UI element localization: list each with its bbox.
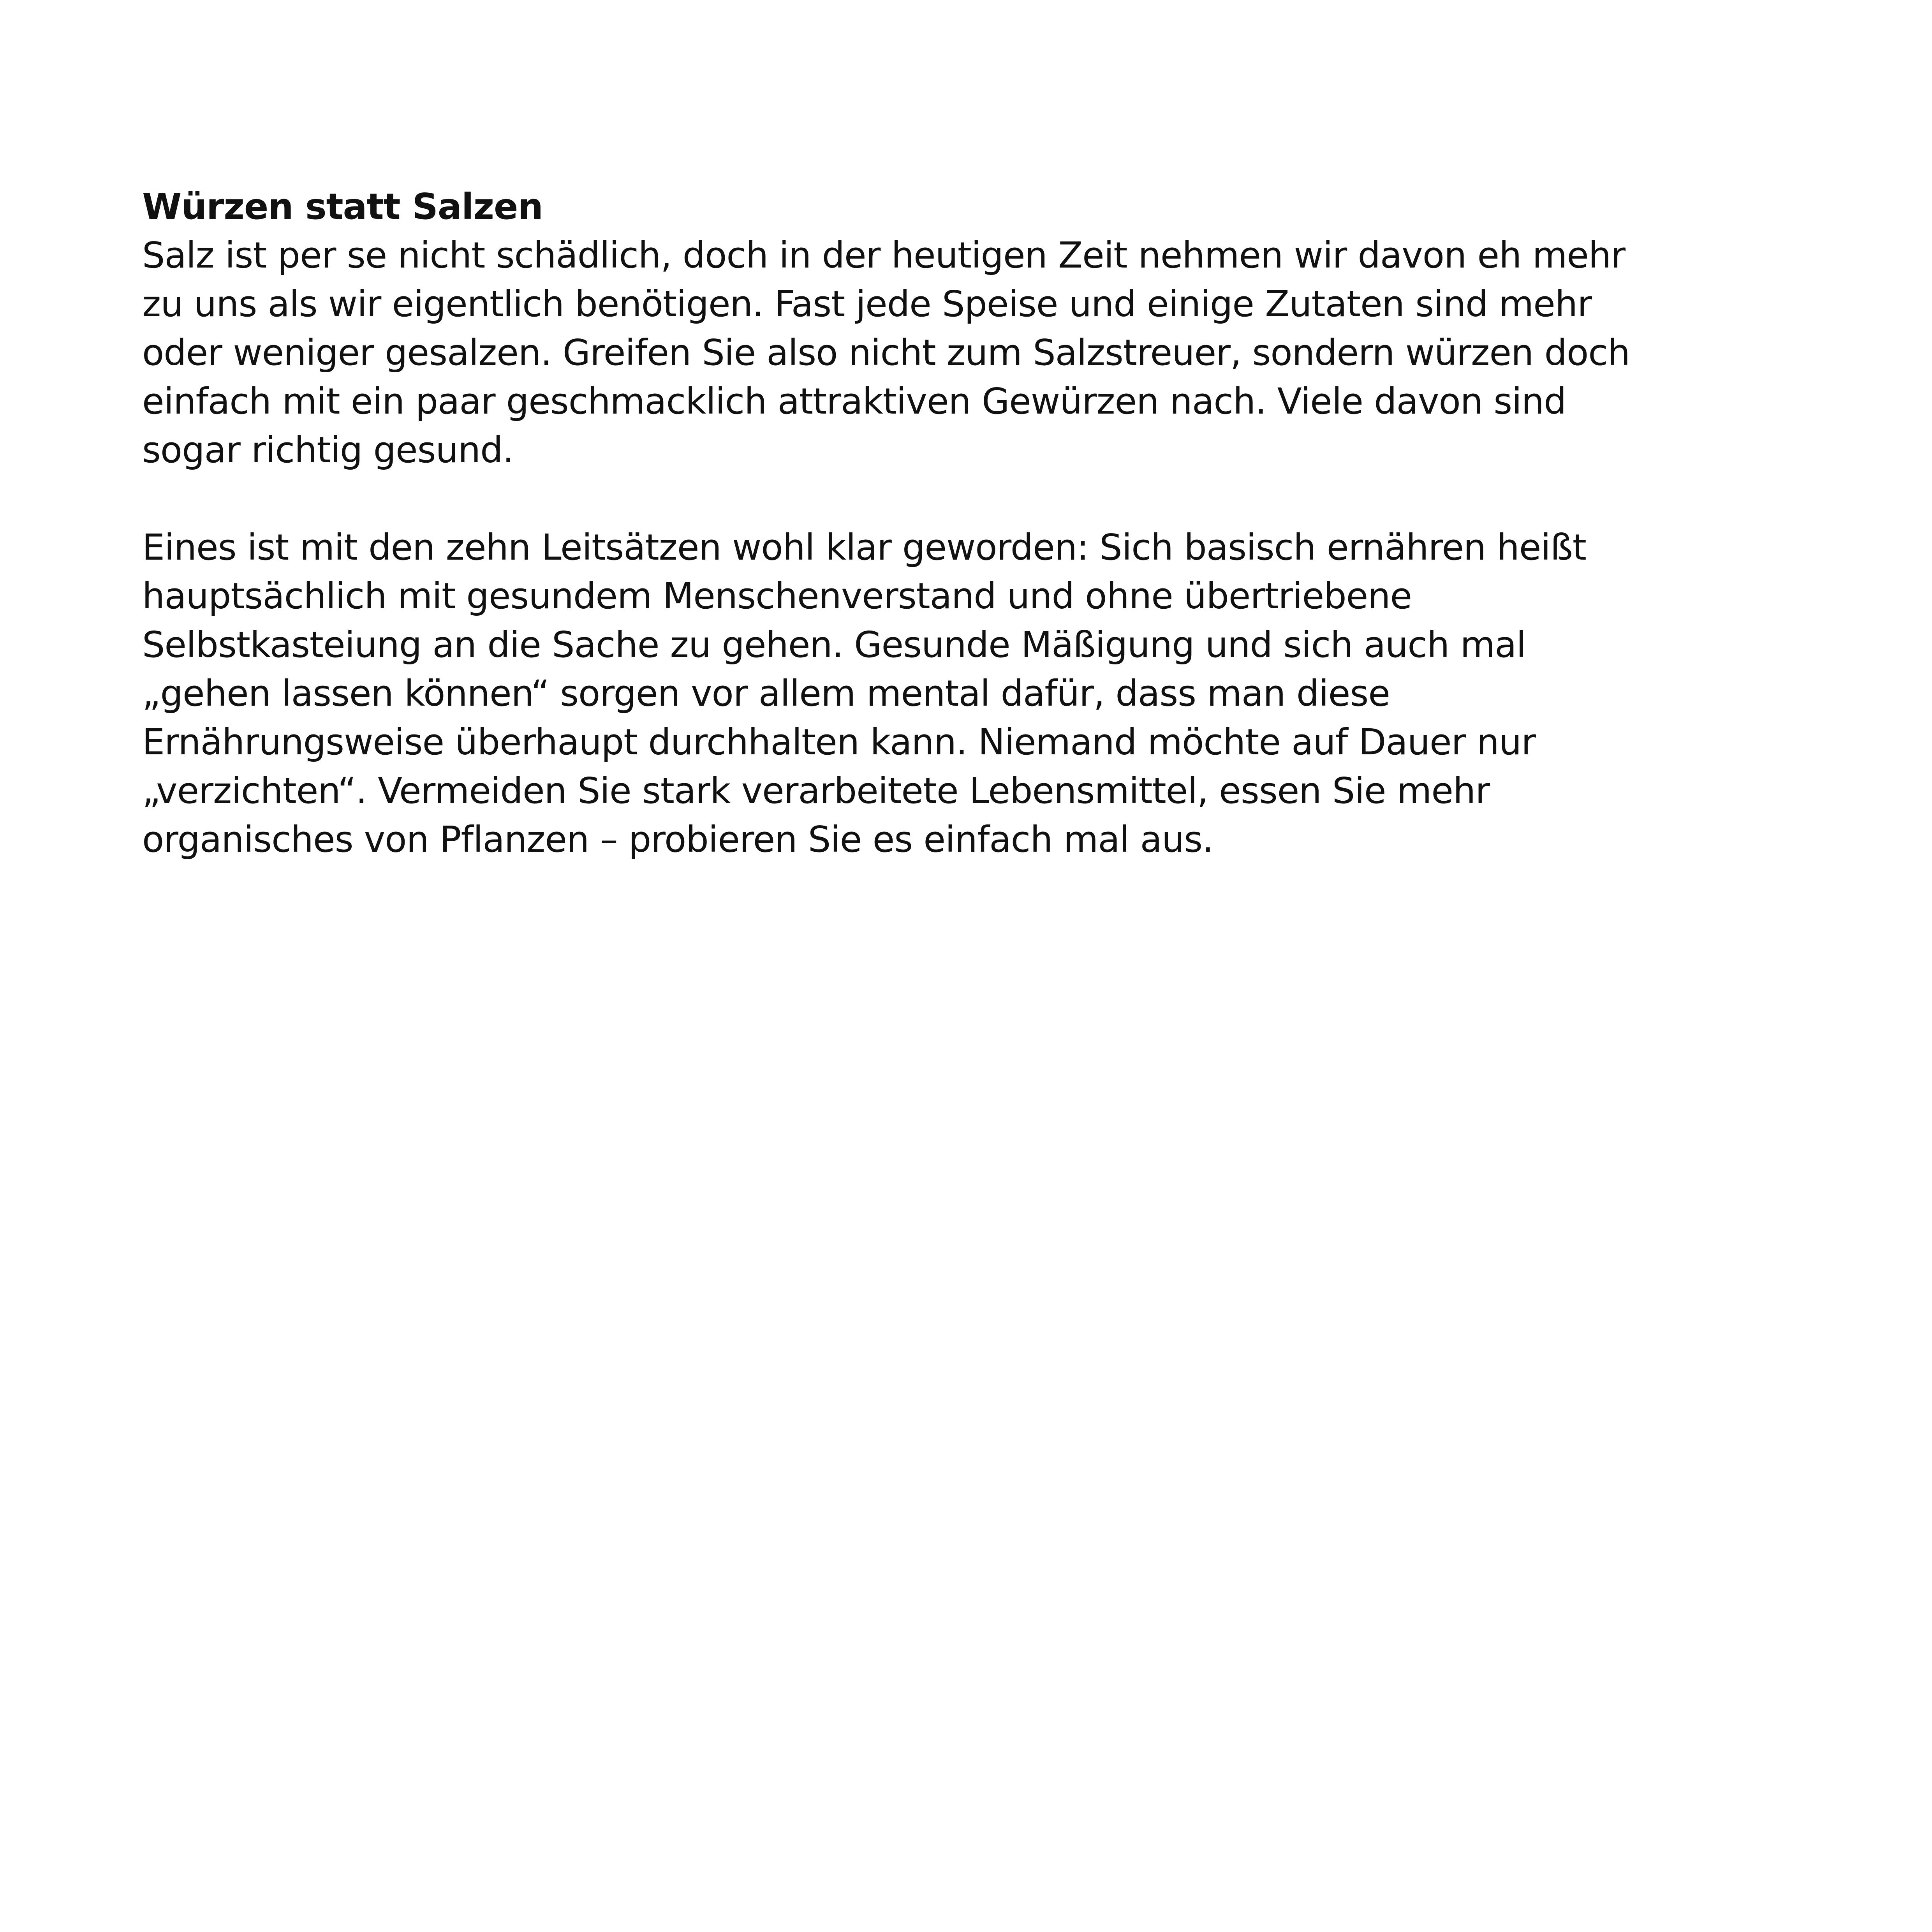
section-heading: Würzen statt Salzen xyxy=(142,186,543,227)
paragraph-conclusion xyxy=(142,523,1817,864)
paragraph-line: Ernährungsweise überhaupt durchhalten kann. Niemand möchte auf Dauer nur xyxy=(142,721,1536,763)
paragraph-salt xyxy=(142,231,1817,474)
paragraph-line: Selbstkasteiung an die Sache zu gehen. Gesunde Mäßigung und sich auch mal xyxy=(142,624,1526,666)
paragraph-line: sogar richtig gesund. xyxy=(142,429,514,471)
paragraph-line: Eines ist mit den zehn Leitsätzen wohl klar geworden: Sich basisch ernähren heißt xyxy=(142,527,1586,568)
text-block xyxy=(142,182,1817,864)
paragraph-line: oder weniger gesalzen. Greifen Sie also nicht zum Salzstreuer, sondern würzen doch xyxy=(142,332,1630,373)
paragraph-line: organisches von Pflanzen – probieren Sie es einfach mal aus. xyxy=(142,819,1213,860)
paragraph-line: Salz ist per se nicht schädlich, doch in der heutigen Zeit nehmen wir davon eh mehr xyxy=(142,234,1626,276)
paragraph-line: einfach mit ein paar geschmacklich attraktiven Gewürzen nach. Viele davon sind xyxy=(142,380,1566,422)
paragraph-line: zu uns als wir eigentlich benötigen. Fast jede Speise und einige Zutaten sind mehr xyxy=(142,283,1592,325)
paragraph-line: „verzichten“. Vermeiden Sie stark verarbeitete Lebensmittel, essen Sie mehr xyxy=(142,770,1490,812)
paragraph-line: „gehen lassen können“ sorgen vor allem mental dafür, dass man diese xyxy=(142,673,1390,714)
paragraph-line: hauptsächlich mit gesundem Menschenverstand und ohne übertriebene xyxy=(142,575,1412,617)
